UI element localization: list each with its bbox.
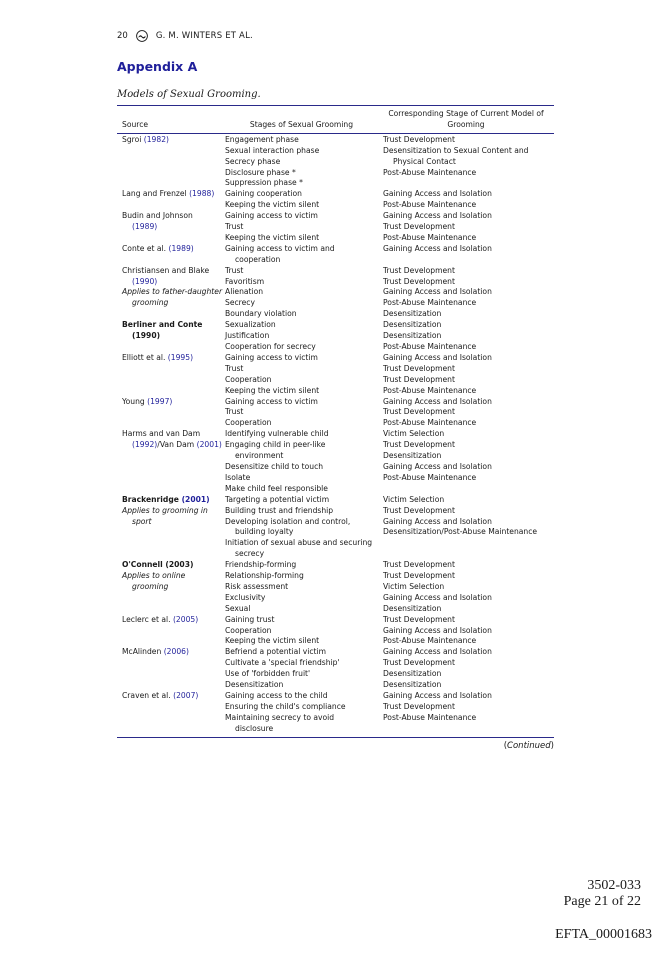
stage-cell [225, 647, 378, 691]
corresponding-stage-line: Trust Development [383, 265, 455, 275]
source-line [122, 287, 225, 298]
citation-year-link[interactable]: (2001) [181, 494, 210, 504]
table-row [117, 397, 554, 430]
corresponding-stage-line: Desensitization [383, 309, 442, 319]
continued-label: Continued [507, 741, 551, 751]
table-row [117, 691, 554, 735]
corresponding-stage-line: Gaining Access and Isolation [383, 516, 492, 526]
source-line [122, 571, 225, 582]
source-cell [117, 647, 225, 691]
corresponding-stage-line: Trust Development [383, 276, 455, 286]
corresponding-stage-line: Trust Development [383, 374, 455, 384]
source-cell [117, 244, 225, 266]
source-line [122, 647, 225, 658]
source-text: Berliner and Conte [122, 320, 203, 330]
corresponding-stage-line: Desensitization [383, 451, 442, 461]
header-corresponding-line: Grooming [447, 119, 485, 129]
stage-line: Ensuring the child's compliance [225, 701, 346, 711]
corresponding-stage-cell [378, 135, 554, 190]
stage-line: Friendship-forming [225, 560, 297, 570]
table-row [117, 495, 554, 560]
source-line [122, 320, 225, 331]
source-text: grooming [132, 581, 169, 591]
stage-line: Exclusivity [225, 592, 266, 602]
source-line [122, 277, 225, 288]
stage-line: Trust [225, 363, 244, 373]
citation-year-link[interactable]: (1992) [132, 440, 158, 450]
stage-line: disclosure [235, 723, 274, 733]
corresponding-stage-line: Gaining Access and Isolation [383, 396, 492, 406]
source-text: Young [122, 396, 148, 406]
header-corresponding-line: Corresponding Stage of Current Model of [388, 109, 544, 118]
corresponding-stage-line: Gaining Access and Isolation [383, 287, 492, 297]
corresponding-stage-line: Gaining Access and Isolation [383, 625, 492, 635]
corresponding-stage-cell [378, 615, 554, 648]
table-bottom-rule [117, 737, 554, 738]
stage-line: Boundary violation [225, 309, 297, 319]
corresponding-stage-line: Desensitization [383, 680, 442, 690]
corresponding-stage-line: Trust Development [383, 701, 455, 711]
corresponding-stage-line: Post-Abuse Maintenance [383, 418, 477, 428]
table-row [117, 429, 554, 494]
stage-line: Use of 'forbidden fruit' [225, 669, 311, 679]
table-row [117, 560, 554, 615]
source-line [122, 517, 225, 528]
stage-line: Engagement phase [225, 134, 299, 144]
stage-line: Keeping the victim silent [225, 636, 320, 646]
source-cell [117, 615, 225, 648]
stage-line: Suppression phase * [225, 178, 303, 188]
stage-line: Alienation [225, 287, 264, 297]
corresponding-stage-line: Gaining Access and Isolation [383, 461, 492, 471]
stage-line: Secrecy [225, 298, 255, 308]
source-line [122, 353, 225, 364]
table-row [117, 266, 554, 321]
corresponding-stage-line: Desensitization [383, 603, 442, 613]
stage-line: Befriend a potential victim [225, 647, 327, 657]
page-number: 20 [117, 31, 128, 41]
footer-page: Page 21 of 22 [563, 894, 641, 909]
source-text: Applies to online [122, 571, 186, 581]
footer-code: 3502-033 [587, 878, 641, 893]
stage-line: Keeping the victim silent [225, 200, 320, 210]
corresponding-stage-line: Post-Abuse Maintenance [383, 167, 477, 177]
stage-cell [225, 320, 378, 353]
corresponding-stage-line: Post-Abuse Maintenance [383, 298, 477, 308]
source-text: Applies to father-daughter [122, 287, 223, 297]
stage-line: Cooperation for secrecy [225, 342, 316, 351]
source-text: Elliott et al. [122, 352, 168, 362]
citation-year-link[interactable]: (1989) [132, 222, 158, 232]
source-line [122, 397, 225, 408]
corresponding-stage-line: Gaining Access and Isolation [383, 189, 492, 199]
stage-line: Desensitization [225, 680, 284, 690]
stage-line: Gaining access to victim [225, 211, 318, 221]
source-cell [117, 429, 225, 494]
source-line [122, 211, 225, 222]
table-row [117, 135, 554, 190]
corresponding-stage-line: Trust Development [383, 658, 455, 668]
stage-line: Relationship-forming [225, 571, 304, 581]
table-row [117, 244, 554, 266]
stage-line: Maintaining secrecy to avoid [225, 712, 335, 722]
source-cell [117, 189, 225, 211]
corresponding-stage-line: Trust Development [383, 560, 455, 570]
stage-cell [225, 560, 378, 615]
stage-cell [225, 615, 378, 648]
stage-line: Desensitize child to touch [225, 461, 324, 471]
citation-year-link[interactable]: (1988) [189, 189, 215, 199]
corresponding-stage-line: Gaining Access and Isolation [383, 352, 492, 362]
corresponding-stage-cell [378, 397, 554, 430]
corresponding-stage-line: Victim Selection [383, 494, 445, 504]
stage-line: environment [235, 451, 284, 461]
citation-year-link[interactable]: (1995) [167, 352, 194, 362]
header-stages: Stages of Sexual Grooming [249, 120, 354, 130]
source-cell [117, 320, 225, 353]
stage-cell [225, 189, 378, 211]
source-text: Christiansen and Blake [122, 265, 210, 275]
appendix-title: Appendix A [117, 59, 198, 74]
stage-line: Trust [225, 265, 244, 275]
document-footer [564, 878, 641, 910]
stage-line: secrecy [235, 549, 265, 559]
table-row [117, 615, 554, 648]
corresponding-stage-line: Gaining Access and Isolation [383, 592, 492, 602]
header-source: Source [122, 120, 149, 130]
corresponding-stage-line: Desensitization [383, 669, 442, 679]
corresponding-stage-line: Post-Abuse Maintenance [383, 232, 477, 242]
stage-cell [225, 429, 378, 494]
source-text: McAlinden [122, 647, 164, 657]
corresponding-stage-line: Desensitization/Post-Abuse Maintenance [383, 527, 538, 537]
source-line [122, 244, 225, 255]
source-text: Sgroi [122, 134, 144, 144]
source-cell [117, 266, 225, 321]
stage-line: Gaining cooperation [225, 189, 302, 199]
corresponding-stage-line: Desensitization to Sexual Content and [383, 145, 529, 155]
source-line [122, 266, 225, 277]
source-cell [117, 397, 225, 430]
stage-line: Gaining access to victim and [225, 243, 335, 253]
stage-line: Secrecy phase [225, 156, 281, 166]
source-text: O'Connell (2003) [122, 560, 194, 570]
corresponding-stage-line: Victim Selection [383, 581, 445, 591]
stage-line: Sexualization [225, 320, 276, 330]
corresponding-stage-line: Post-Abuse Maintenance [383, 636, 477, 646]
source-text: Applies to grooming in [122, 505, 208, 515]
source-text: sport [132, 516, 152, 526]
source-line [122, 440, 225, 451]
corresponding-stage-line: Desensitization [383, 331, 442, 341]
source-text: Budin and Johnson [122, 211, 193, 221]
source-text: Craven et al. [122, 691, 174, 700]
corresponding-stage-cell [378, 189, 554, 211]
stage-line: building loyalty [235, 527, 294, 537]
source-cell [117, 560, 225, 615]
corresponding-stage-cell [378, 495, 554, 560]
source-line [122, 331, 225, 342]
source-line [122, 189, 225, 200]
source-text: (1990) [132, 331, 161, 341]
stage-cell [225, 397, 378, 430]
stage-line: Gaining access to the child [225, 691, 328, 700]
corresponding-stage-line: Gaining Access and Isolation [383, 243, 492, 253]
source-line [122, 560, 225, 571]
stage-line: Cooperation [225, 418, 272, 428]
corresponding-stage-cell [378, 244, 554, 266]
corresponding-stage-cell [378, 647, 554, 691]
stage-line: Gaining trust [225, 614, 275, 624]
source-text: Brackenridge [122, 494, 182, 504]
source-line [122, 222, 225, 233]
stage-line: Sexual interaction phase [225, 145, 320, 155]
stage-line: Make child feel responsible [225, 483, 328, 493]
source-text: grooming [132, 298, 169, 308]
stage-line: cooperation [235, 254, 281, 264]
citation-year-link[interactable]: (1982) [143, 134, 170, 144]
source-cell [117, 691, 225, 735]
stage-line: Disclosure phase * [225, 167, 296, 177]
corresponding-stage-line: Trust Development [383, 134, 455, 144]
stage-line: Engaging child in peer-like [225, 440, 326, 450]
stage-cell [225, 244, 378, 266]
stage-line: Gaining access to victim [225, 396, 318, 406]
corresponding-stage-line: Post-Abuse Maintenance [383, 385, 477, 395]
source-line [122, 615, 225, 626]
corresponding-stage-cell [378, 691, 554, 735]
grooming-models-table [117, 105, 554, 738]
source-line [122, 298, 225, 309]
corresponding-stage-line: Trust Development [383, 407, 455, 417]
source-cell [117, 495, 225, 560]
stage-line: Identifying vulnerable child [225, 429, 329, 439]
stage-line: Targeting a potential victim [225, 494, 330, 504]
citation-year-link[interactable]: (2005) [172, 614, 199, 624]
corresponding-stage-line: Desensitization [383, 320, 442, 330]
corresponding-stage-line: Trust Development [383, 505, 455, 515]
publisher-logo-icon [136, 30, 148, 42]
source-line [122, 691, 225, 702]
citation-year-link[interactable]: (1990) [132, 276, 158, 286]
stage-cell [225, 266, 378, 321]
corresponding-stage-line: Trust Development [383, 571, 455, 581]
table-row [117, 353, 554, 397]
stage-line: Sexual [225, 603, 251, 613]
table-row [117, 189, 554, 211]
citation-year-link[interactable]: (1989) [168, 243, 194, 253]
source-line [122, 506, 225, 517]
stage-line: Cultivate a 'special friendship' [225, 658, 340, 668]
corresponding-stage-cell [378, 266, 554, 321]
stage-line: Cooperation [225, 374, 272, 384]
stage-line: Initiation of sexual abuse and securing [225, 538, 373, 548]
corresponding-stage-line: Trust Development [383, 614, 455, 624]
source-line [122, 495, 225, 506]
stage-line: Justification [225, 331, 270, 341]
table-row [117, 211, 554, 244]
corresponding-stage-line: Gaining Access and Isolation [383, 691, 492, 700]
stage-line: Risk assessment [225, 581, 289, 591]
stage-line: Keeping the victim silent [225, 232, 320, 242]
corresponding-stage-line: Physical Contact [393, 156, 456, 166]
stage-line: Trust [225, 407, 244, 417]
stage-cell [225, 495, 378, 560]
citation-year-link[interactable]: (1997) [147, 396, 173, 406]
footer-efta-id: EFTA_00001683 [555, 927, 652, 942]
stage-line: Building trust and friendship [225, 505, 334, 515]
corresponding-stage-cell [378, 429, 554, 494]
citation-year-link[interactable]: (2001) [196, 440, 222, 450]
stage-line: Isolate [225, 472, 251, 482]
corresponding-stage-line: Trust Development [383, 440, 455, 450]
source-text: /Van Dam [157, 440, 197, 450]
stage-cell [225, 691, 378, 735]
stage-line: Gaining access to victim [225, 352, 318, 362]
stage-line: Cooperation [225, 625, 272, 635]
corresponding-stage-cell [378, 353, 554, 397]
corresponding-stage-line: Trust Development [383, 363, 455, 373]
source-cell [117, 211, 225, 244]
stage-line: Trust [225, 222, 244, 232]
source-cell [117, 135, 225, 190]
source-line [122, 582, 225, 593]
stage-line: Favoritism [225, 276, 265, 286]
corresponding-stage-line: Gaining Access and Isolation [383, 647, 492, 657]
continued-note: (Continued) [503, 741, 554, 751]
corresponding-stage-cell [378, 320, 554, 353]
source-text: Leclerc et al. [122, 614, 173, 624]
source-text: Lang and Frenzel [122, 189, 190, 199]
citation-year-link[interactable]: (2006) [163, 647, 189, 657]
table-row [117, 647, 554, 691]
header-corresponding [378, 109, 554, 131]
citation-year-link[interactable]: (2007) [173, 691, 199, 700]
corresponding-stage-cell [378, 560, 554, 615]
corresponding-stage-line: Gaining Access and Isolation [383, 211, 492, 221]
table-caption: Models of Sexual Grooming. [117, 89, 261, 100]
corresponding-stage-line: Post-Abuse Maintenance [383, 342, 477, 351]
source-text: Harms and van Dam [122, 429, 201, 439]
table-header [117, 106, 554, 133]
stage-cell [225, 211, 378, 244]
source-line [122, 429, 225, 440]
corresponding-stage-line: Post-Abuse Maintenance [383, 712, 477, 722]
stage-line: Keeping the victim silent [225, 385, 320, 395]
source-cell [117, 353, 225, 397]
stage-cell [225, 353, 378, 397]
corresponding-stage-line: Post-Abuse Maintenance [383, 472, 477, 482]
running-header [117, 30, 253, 42]
stage-line: Developing isolation and control, [225, 516, 351, 526]
corresponding-stage-line: Victim Selection [383, 429, 445, 439]
corresponding-stage-cell [378, 211, 554, 244]
corresponding-stage-line: Post-Abuse Maintenance [383, 200, 477, 210]
table-row [117, 320, 554, 353]
source-line [122, 135, 225, 146]
running-author: G. M. WINTERS ET AL. [155, 31, 253, 41]
source-text: Conte et al. [122, 243, 169, 253]
stage-cell [225, 135, 378, 190]
corresponding-stage-line: Trust Development [383, 222, 455, 232]
table-body [117, 134, 554, 737]
